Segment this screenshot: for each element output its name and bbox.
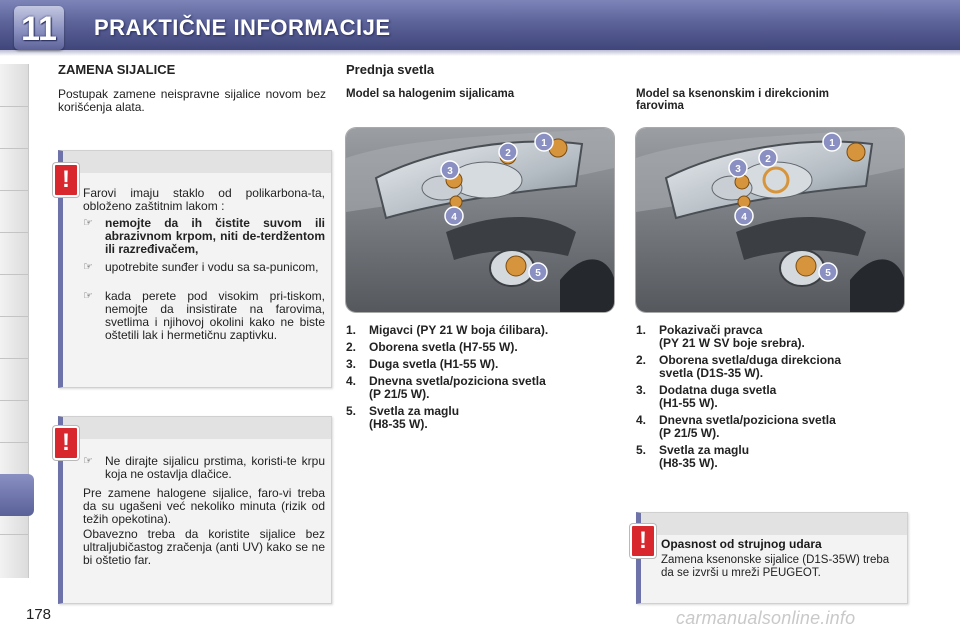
list-item <box>346 405 614 433</box>
list-item <box>636 414 916 442</box>
list-number: 3. <box>636 383 647 397</box>
tab-divider <box>0 316 28 317</box>
warning-box-header <box>63 151 331 173</box>
marker-label: 1 <box>541 138 547 149</box>
warning-box-bulb-handling <box>58 416 332 604</box>
warning-box-polycarbonate <box>58 150 332 388</box>
warning-bullet <box>83 261 325 289</box>
list-text: Dnevna svetla/poziciona svetla <box>659 413 836 427</box>
halogen-headlight-photo <box>346 128 614 312</box>
warning-lead-text: Farovi imaju staklo od polikarbona-ta, obloženo zaštitnim lakom : <box>83 186 325 213</box>
xenon-title-line: Model sa ksenonskim i direkcionim <box>636 88 830 100</box>
xenon-title-line: farovima <box>636 100 684 112</box>
tab-divider <box>0 534 28 535</box>
list-text: (H8-35 W). <box>659 456 718 470</box>
marker-label: 2 <box>505 148 511 159</box>
list-text: (P 21/5 W). <box>659 426 720 440</box>
list-number: 4. <box>346 374 357 388</box>
pointing-hand-icon: ☞ <box>83 290 93 302</box>
pointing-hand-icon: ☞ <box>83 455 93 467</box>
electric-shock-warning-box <box>636 512 908 604</box>
list-item <box>636 444 916 472</box>
list-text: Dodatna duga svetla <box>659 383 777 397</box>
warning-bullet <box>83 455 325 483</box>
section-title: ZAMENA SIJALICE <box>58 62 176 77</box>
list-text: Dnevna svetla/poziciona svetla <box>369 374 546 388</box>
tab-divider <box>0 190 28 191</box>
tab-divider <box>0 106 28 107</box>
page-title: PRAKTIČNE INFORMACIJE <box>94 15 391 40</box>
bullet-text: Ne dirajte sijalicu prstima, koristi-te krpu koja ne ostavlja dlačice. <box>105 454 325 481</box>
tab-divider <box>0 232 28 233</box>
list-text: Migavci (PY 21 W boja ćilibara). <box>369 323 549 337</box>
pointing-hand-icon: ☞ <box>83 217 93 229</box>
tab-divider <box>0 274 28 275</box>
danger-title: Opasnost od strujnog udara <box>661 537 822 551</box>
tab-divider <box>0 358 28 359</box>
list-number: 2. <box>346 340 357 354</box>
marker-label: 4 <box>741 212 747 223</box>
chapter-tab-active[interactable] <box>0 474 34 516</box>
warning-box-header <box>63 417 331 439</box>
tab-divider <box>0 148 28 149</box>
marker-label: 5 <box>535 268 541 279</box>
danger-text: Zamena ksenonske sijalice (D1S-35W) treba da se izvrši u mreži PEUGEOT. <box>661 554 890 579</box>
bullet-text: kada perete pod visokim pri-tiskom, nemojte da insistirate na farovima, svetlima i njihovoj okolini kako ne biste oštetili lak i hermetičnu zaptivku. <box>105 289 325 342</box>
list-text: Svetla za maglu <box>659 443 750 457</box>
bullet-text: upotrebite sunđer i vodu sa sa-punicom, <box>105 260 319 274</box>
list-item <box>636 324 916 352</box>
pointing-hand-icon: ☞ <box>83 261 93 273</box>
list-text: Duga svetla (H1-55 W). <box>369 357 499 371</box>
warning-paragraph: Obavezno treba da koristite sijalice bez ultraljubičastog zračenja (anti UV) kako se ne bi oštetio far. <box>83 527 325 567</box>
list-text: Oborena svetla (H7-55 W). <box>369 340 518 354</box>
list-text: svetla (D1S-35 W). <box>659 366 764 380</box>
marker-label: 3 <box>735 164 741 175</box>
marker-label: 1 <box>829 138 835 149</box>
list-item <box>636 354 916 382</box>
list-item <box>636 384 916 412</box>
list-number: 5. <box>346 404 357 418</box>
watermark-text: carmanualsonline.info <box>676 608 856 628</box>
warning-paragraph: Pre zamene halogene sijalice, faro-vi treba da su ugašeni već nekoliko minuta (rizik od težih opekotina). <box>83 486 325 526</box>
list-text: Oborena svetla/duga direkciona <box>659 353 842 367</box>
page-number: 178 <box>26 606 52 623</box>
list-text: Svetla za maglu <box>369 404 460 418</box>
marker-label: 4 <box>451 212 457 223</box>
exclamation-icon: ! <box>630 524 656 558</box>
list-number: 1. <box>346 323 357 337</box>
marker-label: 2 <box>765 154 771 165</box>
list-item <box>346 375 614 403</box>
tab-divider <box>0 442 28 443</box>
list-text: (H8-35 W). <box>369 417 428 431</box>
list-text: (H1-55 W). <box>659 396 718 410</box>
list-number: 1. <box>636 323 647 337</box>
list-number: 2. <box>636 353 647 367</box>
exclamation-icon: ! <box>53 426 79 460</box>
list-text: (P 21/5 W). <box>369 387 430 401</box>
list-number: 3. <box>346 357 357 371</box>
halogen-model-title: Model sa halogenim sijalicama <box>346 88 515 100</box>
xenon-model-title <box>636 88 916 112</box>
warning-bullet <box>83 217 325 257</box>
tab-divider <box>0 400 28 401</box>
front-lights-title: Prednja svetla <box>346 62 435 77</box>
xenon-headlight-photo <box>636 128 904 312</box>
list-number: 4. <box>636 413 647 427</box>
list-text: (PY 21 W SV boje srebra). <box>659 336 805 350</box>
marker-label: 3 <box>447 166 453 177</box>
exclamation-icon: ! <box>53 163 79 197</box>
warning-box-header <box>641 513 907 535</box>
chapter-number: 11 <box>21 10 57 48</box>
marker-label: 5 <box>825 268 831 279</box>
list-number: 5. <box>636 443 647 457</box>
bullet-text: nemojte da ih čistite suvom ili abrazivnom krpom, niti de-terdžentom ili razređivačem, <box>105 216 325 256</box>
intro-text: Postupak zamene neispravne sijalice novom bez korišćenja alata. <box>58 87 326 114</box>
warning-bullet <box>83 290 325 360</box>
header-shadow <box>0 50 960 56</box>
list-text: Pokazivači pravca <box>659 323 763 337</box>
